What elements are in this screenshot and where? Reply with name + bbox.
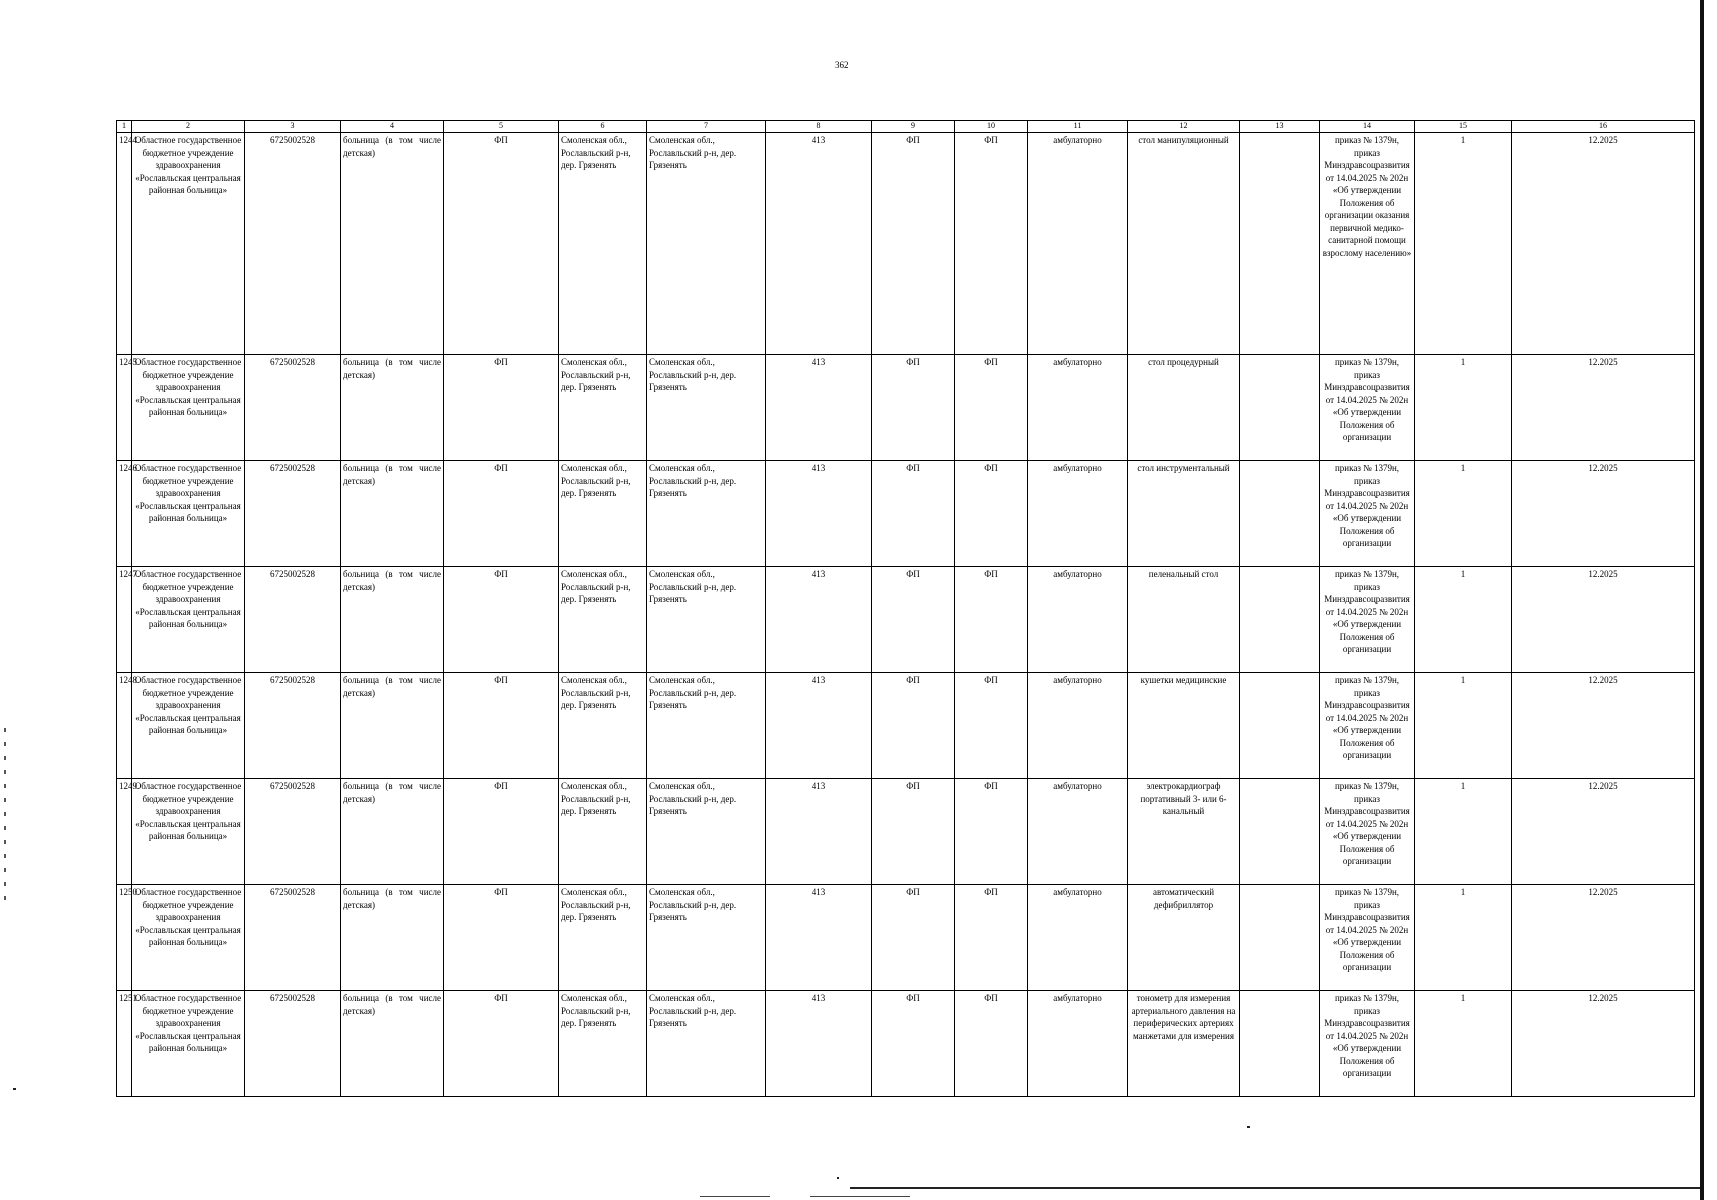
care-condition: амбулаторно [1028,885,1128,991]
column-13-cell [1240,355,1320,461]
scan-speck [837,1177,839,1179]
subdivision-type: ФП [872,461,955,567]
column-header: 10 [955,121,1028,133]
facility-type: больница (в том числе детская) [341,779,444,885]
column-number-row [117,121,1695,133]
subdivision-name: ФП [955,991,1028,1097]
facility-type: больница (в том числе детская) [341,133,444,355]
column-header: 6 [559,121,647,133]
regulation-order: приказ № 1379н, приказ Минздравсоцразвития от 14.04.2025 № 202н «Об утверждении Положения об организации [1320,461,1415,567]
equipment-name: кушетки медицинские [1128,673,1240,779]
code-413: 413 [766,133,872,355]
unit-type: ФП [444,885,559,991]
regulation-order: приказ № 1379н, приказ Минздравсоцразвития от 14.04.2025 № 202н «Об утверждении Положения об организации [1320,991,1415,1097]
subdivision-type: ФП [872,779,955,885]
equipment-name: стол манипуляционный [1128,133,1240,355]
column-13-cell [1240,461,1320,567]
address-legal: Смоленская обл., Рославльский р-н, дер. Грязенять [559,991,647,1097]
inn-code: 6725002528 [245,133,341,355]
code-413: 413 [766,673,872,779]
inn-code: 6725002528 [245,461,341,567]
code-413: 413 [766,991,872,1097]
equipment-name: тонометр для измерения артериального давления на периферических артериях манжетами для измерения [1128,991,1240,1097]
column-header: 4 [341,121,444,133]
deadline-date: 12.2025 [1512,567,1695,673]
subdivision-type: ФП [872,355,955,461]
column-header: 14 [1320,121,1415,133]
table-row [117,673,1695,779]
row-number: 1251. [117,991,132,1097]
address-actual: Смоленская обл., Рославльский р-н, дер. Грязенять [647,673,766,779]
equipment-name: стол процедурный [1128,355,1240,461]
regulation-order: приказ № 1379н, приказ Минздравсоцразвития от 14.04.2025 № 202н «Об утверждении Положения об организации [1320,885,1415,991]
subdivision-type: ФП [872,567,955,673]
facility-type: больница (в том числе детская) [341,673,444,779]
unit-type: ФП [444,991,559,1097]
inn-code: 6725002528 [245,779,341,885]
page-number: 362 [835,60,849,70]
code-413: 413 [766,779,872,885]
inn-code: 6725002528 [245,567,341,673]
facility-type: больница (в том числе детская) [341,461,444,567]
address-actual: Смоленская обл., Рославльский р-н, дер. Грязенять [647,567,766,673]
regulation-order: приказ № 1379н, приказ Минздравсоцразвития от 14.04.2025 № 202н «Об утверждении Положения об организации [1320,779,1415,885]
inn-code: 6725002528 [245,991,341,1097]
scan-line [700,1196,770,1197]
column-13-cell [1240,673,1320,779]
care-condition: амбулаторно [1028,567,1128,673]
scan-speck [1247,1126,1250,1128]
address-legal: Смоленская обл., Рославльский р-н, дер. Грязенять [559,461,647,567]
quantity: 1 [1415,355,1512,461]
address-actual: Смоленская обл., Рославльский р-н, дер. Грязенять [647,991,766,1097]
subdivision-type: ФП [872,673,955,779]
care-condition: амбулаторно [1028,673,1128,779]
organization-name: Областное государственное бюджетное учреждение здравоохранения «Рославльская центральная районная больница» [132,355,245,461]
facility-type: больница (в том числе детская) [341,991,444,1097]
column-header: 11 [1028,121,1128,133]
scan-line [810,1196,910,1197]
quantity: 1 [1415,133,1512,355]
table-body [117,133,1695,1097]
table-row [117,885,1695,991]
address-legal: Смоленская обл., Рославльский р-н, дер. Грязенять [559,567,647,673]
column-13-cell [1240,991,1320,1097]
deadline-date: 12.2025 [1512,461,1695,567]
scan-ticks [4,728,6,908]
regulation-order: приказ № 1379н, приказ Минздравсоцразвития от 14.04.2025 № 202н «Об утверждении Положения об организации [1320,567,1415,673]
organization-name: Областное государственное бюджетное учреждение здравоохранения «Рославльская центральная районная больница» [132,991,245,1097]
address-actual: Смоленская обл., Рославльский р-н, дер. Грязенять [647,355,766,461]
row-number: 1248. [117,673,132,779]
subdivision-type: ФП [872,133,955,355]
equipment-name: стол инструментальный [1128,461,1240,567]
deadline-date: 12.2025 [1512,991,1695,1097]
care-condition: амбулаторно [1028,133,1128,355]
scan-edge-right [1700,0,1704,1200]
column-13-cell [1240,133,1320,355]
facility-type: больница (в том числе детская) [341,567,444,673]
organization-name: Областное государственное бюджетное учреждение здравоохранения «Рославльская центральная районная больница» [132,779,245,885]
organization-name: Областное государственное бюджетное учреждение здравоохранения «Рославльская центральная районная больница» [132,567,245,673]
inn-code: 6725002528 [245,885,341,991]
quantity: 1 [1415,885,1512,991]
equipment-name: электрокардиограф портативный 3- или 6-канальный [1128,779,1240,885]
unit-type: ФП [444,355,559,461]
address-actual: Смоленская обл., Рославльский р-н, дер. Грязенять [647,885,766,991]
deadline-date: 12.2025 [1512,779,1695,885]
care-condition: амбулаторно [1028,355,1128,461]
subdivision-name: ФП [955,673,1028,779]
inn-code: 6725002528 [245,673,341,779]
care-condition: амбулаторно [1028,779,1128,885]
deadline-date: 12.2025 [1512,673,1695,779]
column-header: 2 [132,121,245,133]
unit-type: ФП [444,133,559,355]
table-row [117,779,1695,885]
deadline-date: 12.2025 [1512,133,1695,355]
row-number: 1249. [117,779,132,885]
code-413: 413 [766,355,872,461]
row-number: 1246. [117,461,132,567]
row-number: 1244. [117,133,132,355]
column-13-cell [1240,885,1320,991]
column-header: 13 [1240,121,1320,133]
table-row [117,567,1695,673]
equipment-name: пеленальный стол [1128,567,1240,673]
quantity: 1 [1415,991,1512,1097]
subdivision-name: ФП [955,133,1028,355]
quantity: 1 [1415,461,1512,567]
table-row [117,355,1695,461]
column-13-cell [1240,779,1320,885]
regulation-order: приказ № 1379н, приказ Минздравсоцразвития от 14.04.2025 № 202н «Об утверждении Положения об организации [1320,673,1415,779]
column-header: 8 [766,121,872,133]
subdivision-name: ФП [955,885,1028,991]
care-condition: амбулаторно [1028,461,1128,567]
subdivision-name: ФП [955,355,1028,461]
care-condition: амбулаторно [1028,991,1128,1097]
table-row [117,461,1695,567]
scan-edge-bottom [850,1187,1700,1189]
regulation-order: приказ № 1379н, приказ Минздравсоцразвития от 14.04.2025 № 202н «Об утверждении Положения об организации оказания первичной медико-санитарной помощи взрослому населению» [1320,133,1415,355]
subdivision-name: ФП [955,779,1028,885]
quantity: 1 [1415,779,1512,885]
inn-code: 6725002528 [245,355,341,461]
column-header: 16 [1512,121,1695,133]
organization-name: Областное государственное бюджетное учреждение здравоохранения «Рославльская центральная районная больница» [132,133,245,355]
code-413: 413 [766,885,872,991]
equipment-table [116,120,1695,1097]
column-header: 1 [117,121,132,133]
deadline-date: 12.2025 [1512,355,1695,461]
address-legal: Смоленская обл., Рославльский р-н, дер. Грязенять [559,133,647,355]
address-legal: Смоленская обл., Рославльский р-н, дер. Грязенять [559,673,647,779]
subdivision-name: ФП [955,567,1028,673]
organization-name: Областное государственное бюджетное учреждение здравоохранения «Рославльская центральная районная больница» [132,673,245,779]
unit-type: ФП [444,673,559,779]
organization-name: Областное государственное бюджетное учреждение здравоохранения «Рославльская центральная районная больница» [132,461,245,567]
subdivision-name: ФП [955,461,1028,567]
unit-type: ФП [444,779,559,885]
code-413: 413 [766,567,872,673]
column-header: 5 [444,121,559,133]
address-legal: Смоленская обл., Рославльский р-н, дер. Грязенять [559,885,647,991]
facility-type: больница (в том числе детская) [341,355,444,461]
address-actual: Смоленская обл., Рославльский р-н, дер. Грязенять [647,779,766,885]
regulation-order: приказ № 1379н, приказ Минздравсоцразвития от 14.04.2025 № 202н «Об утверждении Положения об организации [1320,355,1415,461]
column-header: 7 [647,121,766,133]
row-number: 1250. [117,885,132,991]
column-header: 15 [1415,121,1512,133]
subdivision-type: ФП [872,991,955,1097]
deadline-date: 12.2025 [1512,885,1695,991]
row-number: 1245. [117,355,132,461]
equipment-name: автоматический дефибриллятор [1128,885,1240,991]
column-header: 3 [245,121,341,133]
row-number: 1247. [117,567,132,673]
quantity: 1 [1415,673,1512,779]
column-header: 9 [872,121,955,133]
organization-name: Областное государственное бюджетное учреждение здравоохранения «Рославльская центральная районная больница» [132,885,245,991]
unit-type: ФП [444,461,559,567]
address-legal: Смоленская обл., Рославльский р-н, дер. Грязенять [559,355,647,461]
table-row [117,133,1695,355]
code-413: 413 [766,461,872,567]
column-header: 12 [1128,121,1240,133]
column-13-cell [1240,567,1320,673]
subdivision-type: ФП [872,885,955,991]
quantity: 1 [1415,567,1512,673]
address-actual: Смоленская обл., Рославльский р-н, дер. Грязенять [647,461,766,567]
address-legal: Смоленская обл., Рославльский р-н, дер. Грязенять [559,779,647,885]
table-row [117,991,1695,1097]
address-actual: Смоленская обл., Рославльский р-н, дер. Грязенять [647,133,766,355]
facility-type: больница (в том числе детская) [341,885,444,991]
unit-type: ФП [444,567,559,673]
scan-speck [13,1088,16,1090]
